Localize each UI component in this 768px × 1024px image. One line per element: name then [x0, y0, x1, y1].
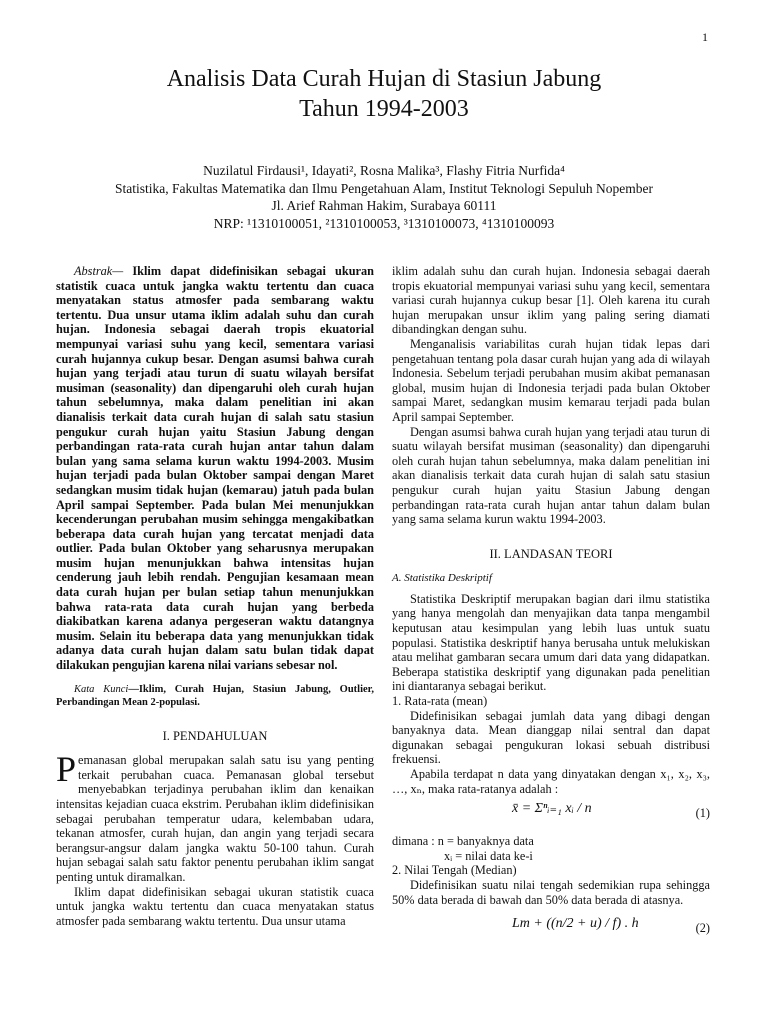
- left-column: [56, 264, 374, 928]
- equation-1-where-n: dimana : n = banyaknya data: [392, 834, 534, 849]
- list-item-median: 2. Nilai Tengah (Median): [392, 863, 517, 878]
- title-line-2: Tahun 1994-2003: [299, 96, 469, 122]
- right-paragraph-4: Didefinisikan sebagai jumlah data yang dibagi dengan banyaknya data. Mean dianggap nilai sentral dan dapat digunakan sebagai pengukuran lokasi sebuah distribusi frekuensi.: [392, 708, 710, 767]
- keywords: [56, 683, 374, 709]
- abstract-label: Abstrak—: [74, 264, 124, 278]
- author-affiliation: Statistika, Fakultas Matematika dan Ilmu Pengetahuan Alam, Institut Teknologi Sepuluh Nopember: [115, 180, 653, 196]
- equation-1: [392, 800, 710, 830]
- keywords-text: —Iklim, Curah Hujan, Stasiun Jabung, Outlier, Perbandingan Mean 2-populasi.: [56, 683, 374, 708]
- page-number: 1: [702, 30, 708, 44]
- right-column: [392, 264, 710, 949]
- right-paragraph-2: Dengan asumsi bahwa curah hujan yang terjadi atau turun di suatu wilayah bersifat musiman (seasonality) dan dipengaruhi oleh curah hujan tahun sebelumnya, maka dalam penelitian ini akan dianalisis terkait data curah hujan di salah satu stasiun pengukur curah hujan yaitu Stasiun Jabung dengan perbandingan rata-rata curah hujan antar tahun dalam bulan yang sama selama kurun waktu 1994-2003.: [392, 424, 710, 527]
- equation-1-where-x: xᵢ = nilai data ke-i: [444, 848, 533, 863]
- equation-1-number: (1): [695, 806, 710, 821]
- right-paragraph-3: Statistika Deskriptif merupakan bagian dari ilmu statistika yang hanya mengolah dan menyajikan data tanpa mengambil keputusan atau kesimpulan yang lebih luas untuk suatu populasi. Statistika deskriptif hanya berusaha untuk melukiskan atau melihat gambaran secara umum dari data yang didapatkan. Beberapa statistika deskriptif yang digunakan pada penelitian ini diantaranya sebagai berikut.: [392, 591, 710, 694]
- right-paragraph-5: Apabila terdapat n data yang dinyatakan dengan x₁, x₂, x₃, …, xₙ, maka rata-ratanya adalah :: [392, 767, 710, 796]
- intro-paragraph-1-text: emanasan global merupakan salah satu isu yang penting terkait perubahan cuaca. Pemanasan global tersebut menyebabkan terjadinya perubahan iklim dan kenaikan intensitas kejadian cuaca ekstrim. Perubahan iklim didefinisikan sebagai perubahan temperatur udara, kelembaban udara, tekanan atmosfer, curah hujan, dan angin yang terjadi secara berangsur-angsur dalam jangka waktu 50-100 tahun. Curah hujan sebagai salah satu faktor penentu perubahan iklim sangat penting untuk diramalkan.: [56, 753, 374, 884]
- list-item-mean: 1. Rata-rata (mean): [392, 694, 488, 709]
- equation-2: [392, 915, 710, 945]
- intro-paragraph-2: Iklim dapat didefinisikan sebagai ukuran statistik cuaca untuk jangka waktu tertentu dan cuaca menyatakan status atmosfer pada sembarang waktu tertentu. Dua unsur utama: [56, 884, 374, 928]
- intro-paragraph-1: [56, 749, 374, 884]
- right-paragraph-6: Didefinisikan suatu nilai tengah sedemikian rupa sehingga 50% data berada di bawah dan 50% data berada di atasnya.: [392, 877, 710, 907]
- author-names: Nuzilatul Firdausi¹, Idayati², Rosna Malika³, Flashy Fitria Nurfida⁴: [203, 163, 565, 178]
- section-heading-pendahuluan: I. PENDAHULUAN: [162, 728, 268, 743]
- right-paragraph-0: iklim adalah suhu dan curah hujan. Indonesia sebagai daerah tropis ekuatorial mempunyai variasi suhu yang kecil, sementara variasi curah hujannya cukup besar [1]. Oleh karena itu curah hujan merupakan unsur iklim yang paling sering diamati dibandingkan dengan suhu.: [392, 264, 710, 337]
- author-nrp: NRP: ¹1310100051, ²1310100053, ³1310100073, ⁴1310100093: [213, 215, 555, 231]
- keywords-label: Kata Kunci: [74, 683, 129, 695]
- author-block: [0, 162, 768, 232]
- abstract-text: Iklim dapat didefinisikan sebagai ukuran statistik cuaca untuk jangka waktu tertentu dan cuaca menyatakan status atmosfer pada sembarang waktu tertentu. Dua unsur utama iklim adalah suhu dan curah hujan. Indonesia sebagai daerah tropis ekuatorial mempunyai variasi suhu yang kecil, sementara variasi curah hujannya cukup besar. Dengan asumsi bahwa curah hujan yang terjadi atau turun di suatu wilayah bersifat musiman (seasonality) dan dipengaruhi oleh curah hujan tahun sebelumnya, maka dalam penelitian ini akan dianalisis terkait data curah hujan di salah satu stasiun pengukur curah hujan yaitu Stasiun Jabung dengan perbandingan rata-rata curah hujan antar tahun dalam bulan yang sama selama kurun waktu 1994-2003. Musim hujan terjadi pada bulan Oktober sampai dengan Maret sedangkan musim tidak hujan (kemarau) jatuh pada bulan April sampai September. Pada bulan Mei menunjukkan kecenderungan perubahan musim sehingga mengakibatkan beberapa data curah hujan yang tercatat menjadi data outlier. Pada bulan Oktober yang seharusnya merupakan musim hujan menunjukkan bahwa intensitas hujan cenderung jauh lebih rendah. Pengujian kesamaan mean data curah hujan per bulan setiap tahun menunjukkan bahwa rata-rata data curah hujan yang berbeda diakibatkan karena adanya pergeseran waktu datangnya musim. Selain itu beberapa data yang menunjukkan tidak adanya data curah hujan dalam satu bulan tidak dapat dilakukan pengujian karena nilai varians sebesar nol.: [56, 264, 374, 673]
- right-paragraph-1: Menganalisis variabilitas curah hujan tidak lepas dari pengetahuan tentang pola dasar curah hujan yang ada di wilayah Indonesia. Sebelum terjadi perubahan musim akibat pemanasan global, musim hujan di Indonesia terjadi pada bulan Oktober sampai Maret, sedangkan musim kemarau terjadi pada bulan April sampai September.: [392, 336, 710, 424]
- drop-cap: P: [56, 749, 77, 790]
- equation-2-number: (2): [695, 921, 710, 936]
- abstract: [56, 264, 374, 673]
- author-address: Jl. Arief Rahman Hakim, Surabaya 60111: [271, 198, 497, 213]
- section-heading-landasan-teori: II. LANDASAN TEORI: [489, 546, 613, 561]
- equation-2-formula: Lm + ((n/2 + u) / f) . h: [512, 916, 639, 932]
- subsection-heading-statistika-deskriptif: A. Statistika Deskriptif: [392, 572, 492, 585]
- title-line-1: Analisis Data Curah Hujan di Stasiun Jabung: [166, 66, 602, 92]
- equation-1-formula: x̄ = Σⁿᵢ₌₁ xᵢ / n: [512, 801, 592, 817]
- paper-title: [0, 64, 768, 124]
